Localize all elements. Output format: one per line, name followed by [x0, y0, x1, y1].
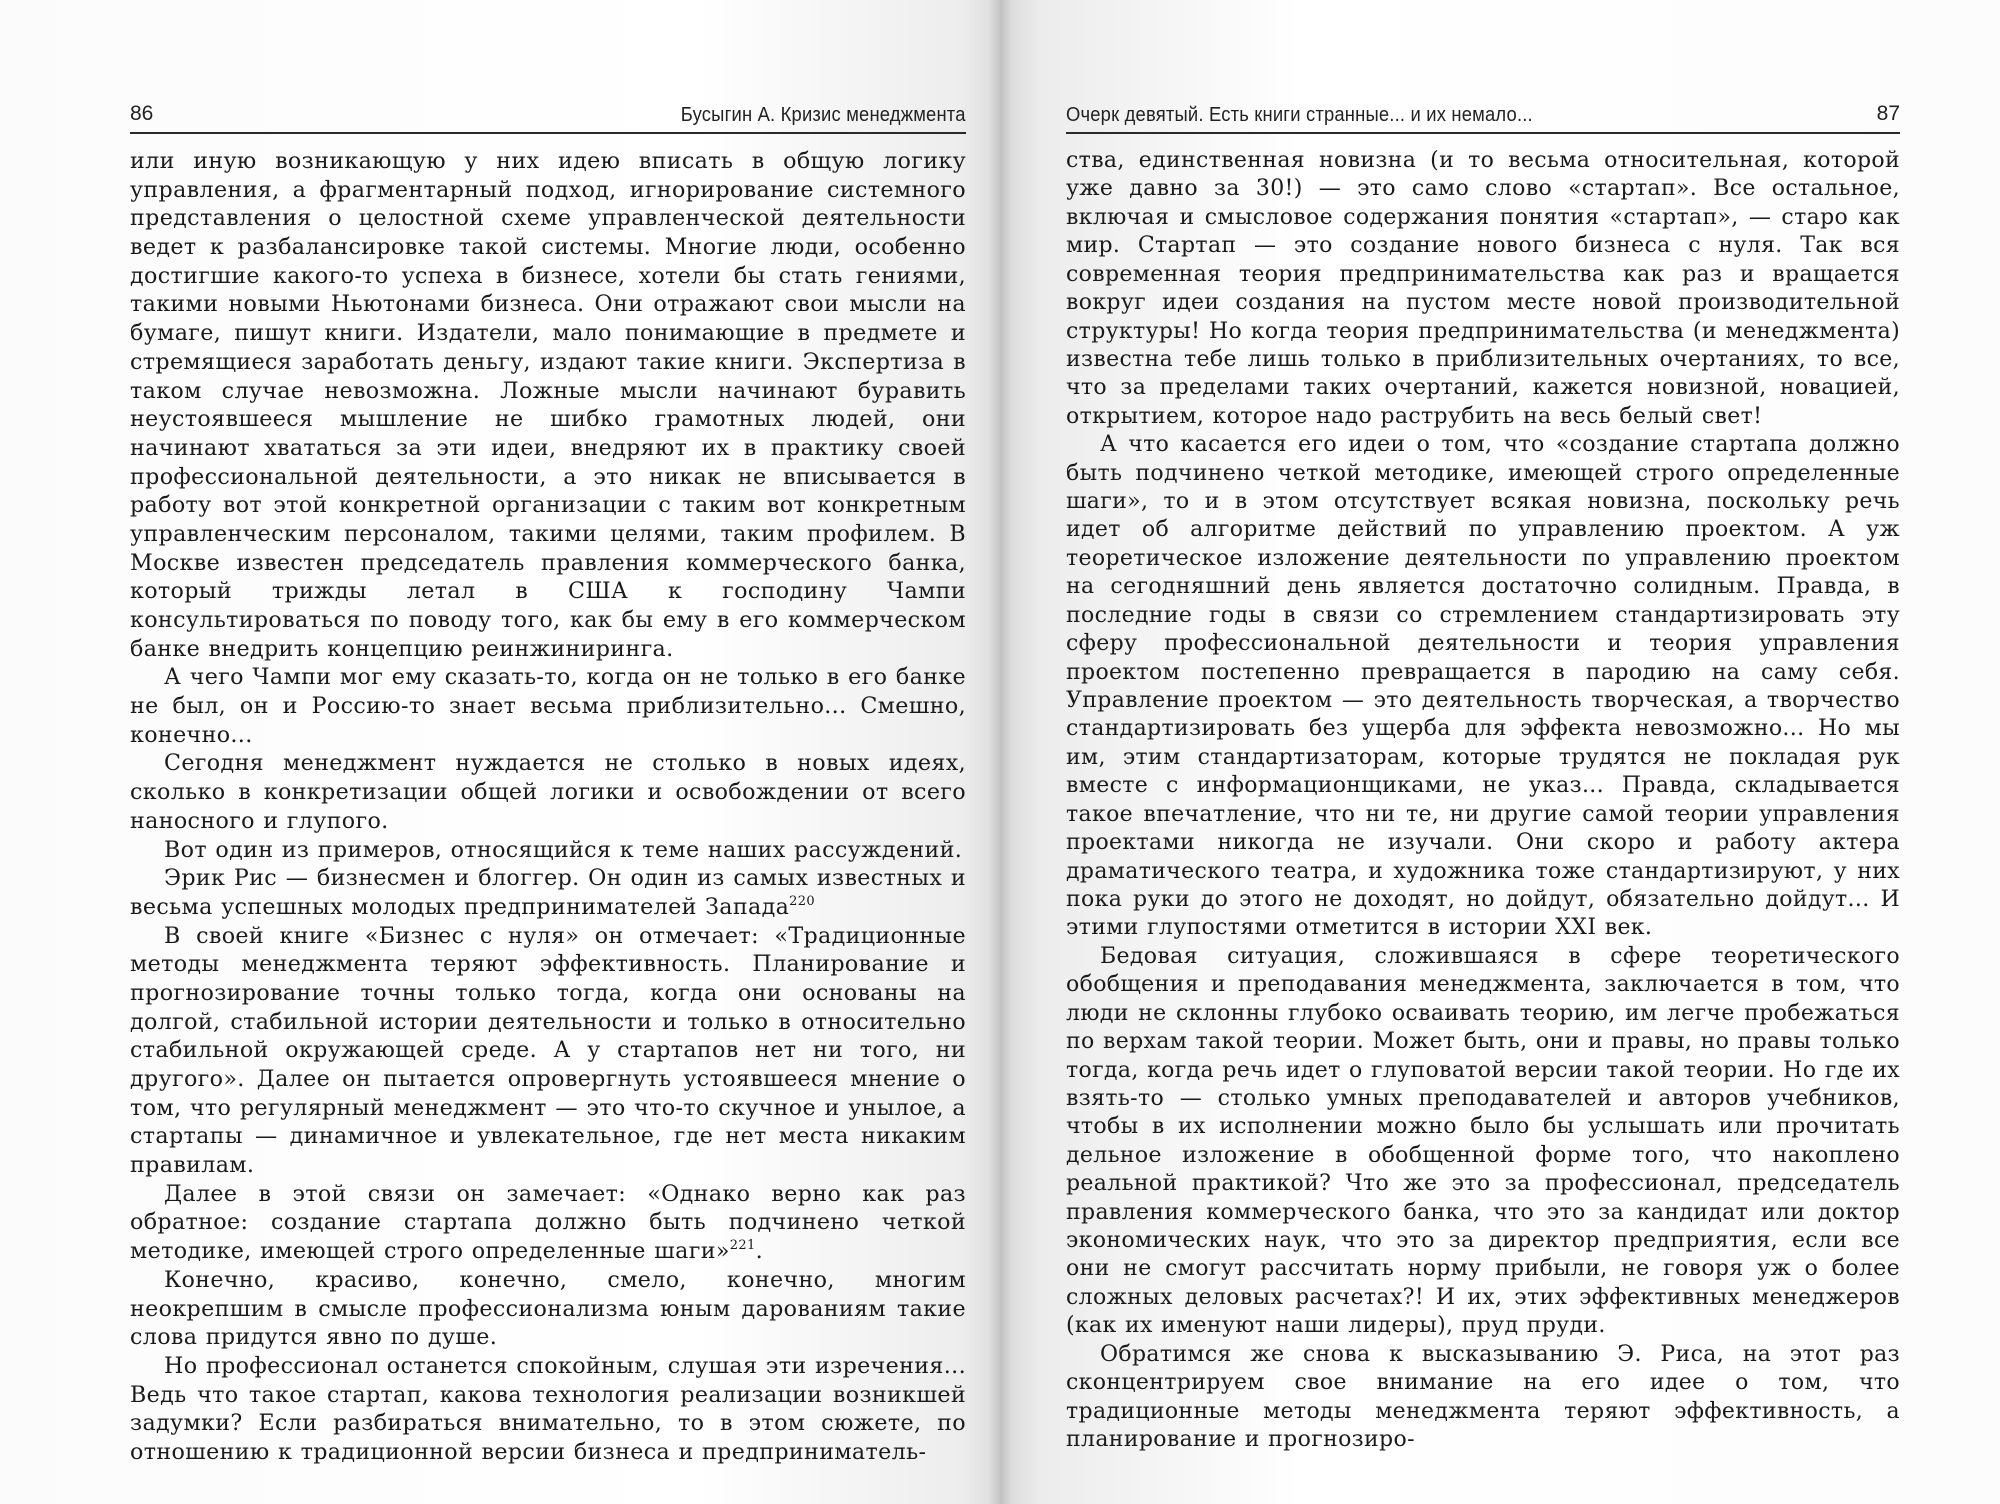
paragraph [130, 1180, 966, 1266]
paragraph: или иную возникающую у них идею вписать в общую логику управления, а фрагментарный подход, игнорирование системного представления о целостной схеме управленческой деятельности ведет к разбалансировке такой системы. Многие люди, особенно достигшие какого-то успеха в бизнесе, хотели бы стать гениями, такими новыми Ньютонами бизнеса. Они отражают свои мысли на бумаге, пишут книги. Издатели, мало понимающие в предмете и стремящиеся заработать деньгу, издают такие книги. Экспертиза в таком случае невозможна. Ложные мысли начинают буравить неустоявшееся мышление не шибко грамотных людей, они начинают хвататься за эти идеи, внедряют их в практику своей профессиональной деятельности, а это никак не вписывается в работу вот этой конкретной организации с таким вот конкретным управленческим персоналом, такими целями, таким профилем. В Москве известен председатель правления коммерческого банка, который трижды летал в США к господину Чампи консультироваться по поводу того, как бы ему в его коммерческом банке внедрить концепцию реинжиниринга. [130, 148, 966, 662]
paragraph: Конечно, красиво, конечно, смело, конечно, многим неокрепшим в смысле профессионализма юным дарованиям такие слова придутся явно по душе. [130, 1266, 966, 1351]
paragraph [130, 864, 966, 921]
paragraph: Сегодня менеджмент нуждается не столько в новых идеях, сколько в конкретизации общей логики и освобождении от всего наносного и глупого. [130, 750, 966, 834]
right-page-number: 87 [1876, 102, 1900, 125]
paragraph: А чего Чампи мог ему сказать-то, когда он не только в его банке не был, он и Россию-то знает весьма приблизительно... Смешно, конечно... [130, 664, 966, 748]
paragraph: Вот один из примеров, относящийся к теме наших рассуждений. [164, 836, 963, 863]
paragraph: ства, единственная новизна (и то весьма относительная, которой уже давно за 30!) — это само слово «стартап». Все остальное, включая и смысловое содержания понятия «стартап», — старо как мир. Стартап — это создание нового бизнеса с нуля. Так вся современная теория предпринимательства как раз и вращается вокруг идеи создания на пустом месте новой производительной структуры! Но когда теория предпринимательства (и менеджмента) известна тебе лишь только в приблизительных очертаниях, то все, что за пределами таких очертаний, кажется новизной, новацией, открытием, которое надо раструбить на весь белый свет! [1066, 148, 1900, 429]
paragraph-text: Далее в этой связи он замечает: «Однако верно как раз обратное: создание стартапа должно быть подчинено четкой методике, имеющей строго определенные шаги» [130, 1180, 966, 1265]
left-running-head: Бусыгин А. Кризис менеджмента [681, 104, 966, 126]
right-running-head: Очерк девятый. Есть книги странные... и их немало... [1066, 104, 1533, 126]
paragraph: В своей книге «Бизнес с нуля» он отмечает: «Традиционные методы менеджмента теряют эффективность. Планирование и прогнозирование точны только тогда, когда они основаны на долгой, стабильной истории деятельности и только в относительно стабильной окружающей среде. А у стартапов нет ни того, ни другого». Далее он пытается опровергнуть устоявшееся мнение о том, что регулярный менеджмент — это что-то скучное и унылое, а стартапы — динамичное и увлекательное, где нет места никаким правилам. [130, 922, 966, 1179]
book-spine-shadow [988, 0, 1012, 1504]
left-page-header [130, 100, 966, 134]
paragraph-text: Эрик Рис — бизнесмен и блоггер. Он один из самых известных и весьма успешных молодых предпринимателей Запада [130, 865, 966, 920]
paragraph: А что касается его идеи о том, что «создание стартапа должно быть подчинено четкой методике, имеющей строго определенные шаги», то и в этом отсутствует всякая новизна, поскольку речь идет об алгоритме действий по управлению проектом. А уж теоретическое изложение деятельности по управлению проектом на сегодняшний день является достаточно солидным. Правда, в последние годы в связи со стремлением стандартизировать эту сферу профессиональной деятельности и теория управления проектом постепенно превращается в пародию на саму себя. Управление проектом — это деятельность творческая, а творчество стандартизировать без ущерба для эффекта невозможно... Но мы им, этим стандартизаторам, которые трудятся не покладая рук вместе с информационщиками, не указ... Правда, складывается такое впечатление, что ни те, ни другие самой теории управления проектами никогда не изучали. Они скоро и работу актера драматического театра, и художника тоже стандартизируют, у них пока руки до этого не доходят, но дойдут, обязательно дойдут... И этими глупостями отметится в истории XXI век. [1066, 432, 1900, 941]
left-page-number: 86 [130, 102, 154, 125]
footnote-ref: 221 [729, 1238, 756, 1254]
paragraph-tail: . [755, 1238, 764, 1265]
left-page-text [130, 147, 966, 1477]
footnote-ref: 220 [789, 893, 816, 909]
header-rule [1066, 132, 1900, 134]
paragraph: Бедовая ситуация, сложившаяся в сфере теоретического обобщения и преподавания менеджмента, заключается в том, что люди не склонны глубоко осваивать теорию, им легче пробежаться по верхам такой теории. Может быть, они и правы, но правы только тогда, когда речь идет о глуповатой версии такой теории. Но где их взять-то — столько умных преподавателей и авторов учебников, чтобы в их исполнении можно было бы услышать или прочитать дельное изложение в обобщенной форме того, что накоплено реальной практикой? Что же это за профессионал, председатель правления коммерческого банка, что это за кандидат или доктор экономических наук, что это за директор предприятия, если все они не смогут рассчитать норму прибыли, не говоря уж о более сложных деловых расчетах?! И их, этих эффективных менеджеров (как их именуют наши лидеры), пруд пруди. [1066, 943, 1900, 1339]
paragraph: Обратимся же снова к высказыванию Э. Риса, на этот раз сконцентрируем свое внимание на его идее о том, что традиционные методы менеджмента теряют эффективность, а планирование и прогнозиро- [1066, 1341, 1900, 1452]
paragraph: Но профессионал останется спокойным, слушая эти изречения... Ведь что такое стартап, какова технология реализации возникшей задумки? Если разбираться внимательно, то в этом сюжете, по отношению к традиционной версии бизнеса и предприниматель- [130, 1352, 966, 1465]
header-rule [130, 132, 966, 134]
right-page-text [1066, 147, 1900, 1477]
right-page-header [1066, 100, 1900, 134]
right-page [1000, 0, 2000, 1504]
